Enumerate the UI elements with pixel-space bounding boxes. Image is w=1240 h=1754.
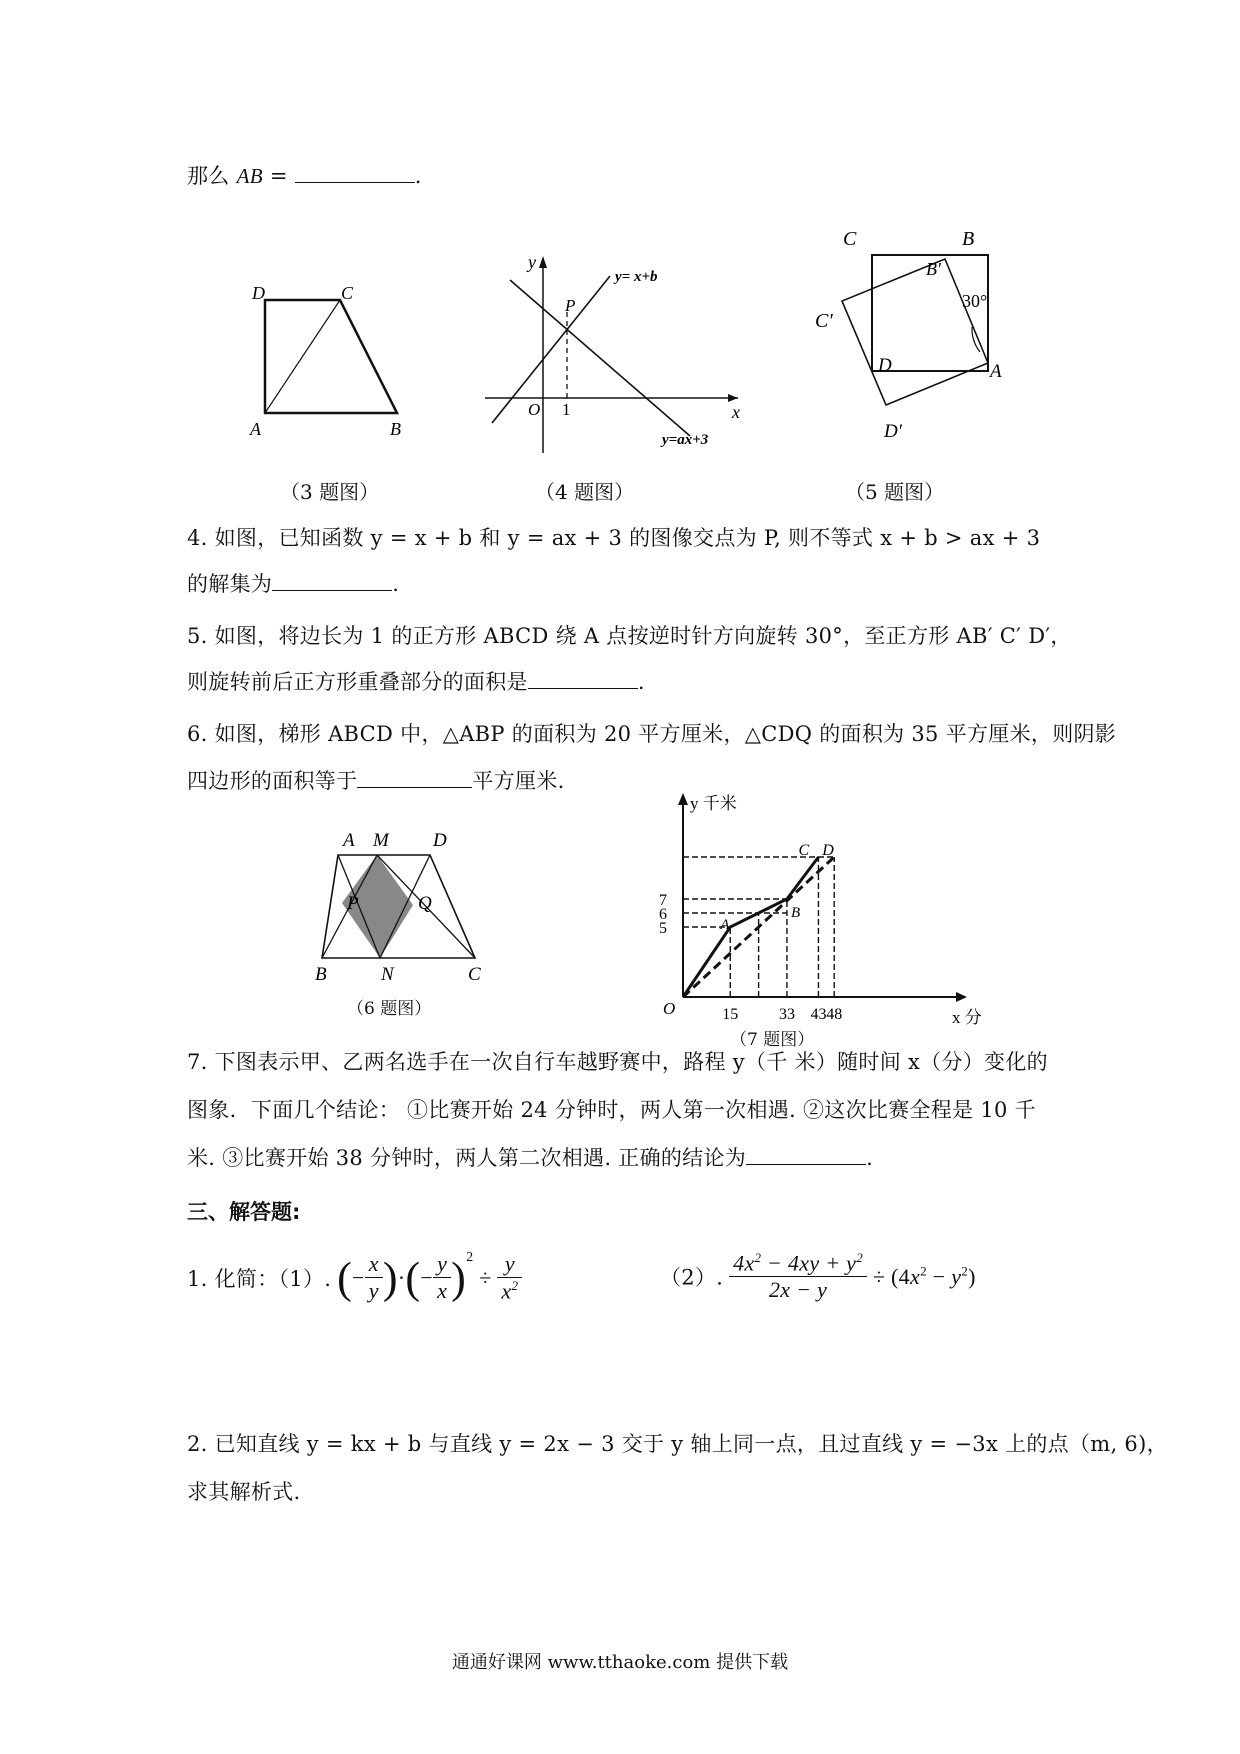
footer: 通通好课网 www.tthaoke.com 提供下载 [451,1652,789,1673]
fig5-label-a: A [990,361,1002,382]
fig5-label-dprime: D′ [884,421,902,442]
fig5-label-c: C [843,228,857,250]
fig6-label-p: P [347,893,359,914]
q7-answer-blank[interactable] [746,1144,866,1165]
q4-answer-blank[interactable] [272,570,392,591]
q7-line1: 7. 下图表示甲、乙两名选手在一次自行车越野赛中，路程 y（千 米）随时间 x（分）变化的 [187,1050,1048,1074]
figure-5-rotated-squares [790,215,1015,450]
fig6-label-q: Q [418,893,432,914]
fig7-label-c: C [798,842,810,859]
s1-problem-2: （2）. $\frac{4x^2 - 4xy + y^2}{2x - y}$ ÷ $(4x^2 - y^2)$ [660,1250,976,1303]
caption-fig3: （3 题图） [280,480,380,504]
fig4-tick-1: 1 [562,400,571,419]
fig7-ytick-label: 6 [659,906,667,923]
fig4-label-y: y [528,252,536,272]
fig7-label-o: O [663,999,676,1018]
fig5-label-b: B [962,228,975,250]
fig4-label-o: O [528,400,541,419]
fig7-xtick-label: 43 [810,1006,827,1023]
fig7-xtick-label: 33 [778,1006,795,1023]
fig5-angle-label: 30° [962,291,988,311]
q3-answer-line: 那么 AB = . [187,164,422,188]
q5-line2: 则旋转前后正方形重叠部分的面积是 . [187,670,645,694]
q4-line1: 4. 如图，已知函数 y = x + b 和 y = ax + 3 的图像交点为 P, 则不等式 x + b > ax + 3 [187,526,1041,550]
fig3-label-c: C [341,283,354,303]
caption-fig5: （5 题图） [845,480,945,504]
figure-3-trapezoid [240,275,420,450]
fig6-label-d: D [433,830,447,851]
fig7-xlabel: x 分 [952,1008,982,1027]
fig7-ytick-label: 5 [659,920,667,937]
s1-problem: 1. 化简：（1）. (− $\frac{x}{y}$ )·(− $\frac{y}{x}$ )$^2$ ÷ $\frac{y}{x^2}$ [187,1250,1067,1305]
figure-7-distance-time-chart [660,785,1000,1040]
fig4-label-x: x [732,402,740,422]
fig7-label-a: A [720,917,730,933]
fig6-label-c: C [468,964,481,985]
fig4-line1-label: y= x+b [615,269,658,285]
fig7-label-d: D [822,842,834,859]
fig5-label-d: D [878,355,892,376]
q5-answer-blank[interactable] [528,668,638,689]
fig5-label-bprime: B′ [926,259,941,279]
fig6-label-a: A [343,830,355,851]
s2-line1: 2. 已知直线 y = kx + b 与直线 y = 2x − 3 交于 y 轴上同一点，且过直线 y = −3x 上的点（m, 6)， [187,1432,1168,1456]
fig6-label-n: N [381,964,394,985]
fig5-label-cprime: C′ [815,310,833,332]
fig7-label-b: B [790,905,801,921]
q6-line2: 四边形的面积等于 平方厘米. [187,769,565,793]
fig4-label-p: P [565,296,576,315]
fig4-line2-label: y=ax+3 [662,432,709,448]
caption-fig7: （7 题图） [730,1030,815,1050]
fig3-label-d: D [252,283,265,303]
fig3-label-b: B [390,419,401,439]
q7-line2: 图象．下面几个结论： ①比赛开始 24 分钟时，两人第一次相遇. ②这次比赛全程是 10 千 [187,1098,1036,1122]
q7-line3: 米. ③比赛开始 38 分钟时，两人第二次相遇. 正确的结论为 . [187,1146,874,1170]
fig7-xtick-label: 15 [722,1006,739,1023]
answer-blank[interactable] [295,162,415,183]
fig6-label-m: M [373,830,389,851]
q5-line1: 5. 如图，将边长为 1 的正方形 ABCD 绕 A 点按逆时针方向旋转 30°，至正方形 AB′ C′ D′， [187,624,1072,648]
q6-line1: 6. 如图，梯形 ABCD 中，△ABP 的面积为 20 平方厘米，△CDQ 的面积为 35 平方厘米，则阴影 [187,722,1117,746]
caption-fig6: （6 题图） [347,999,432,1019]
fig7-ytick-label: 7 [659,892,667,909]
figure-4-linear-functions [470,248,750,463]
section-heading: 三、解答题: [187,1200,301,1224]
fig7-ylabel: y 千米 [690,794,737,813]
q6-answer-blank[interactable] [357,767,472,788]
q4-line2: 的解集为 . [187,572,400,596]
caption-fig4: （4 题图） [535,480,635,504]
figure-6-trapezoid-shaded [305,825,500,1000]
fig3-label-a: A [250,419,261,439]
s2-line2: 求其解析式. [187,1480,301,1504]
fig7-xtick-label: 48 [826,1006,843,1023]
fig6-label-b: B [315,964,327,985]
